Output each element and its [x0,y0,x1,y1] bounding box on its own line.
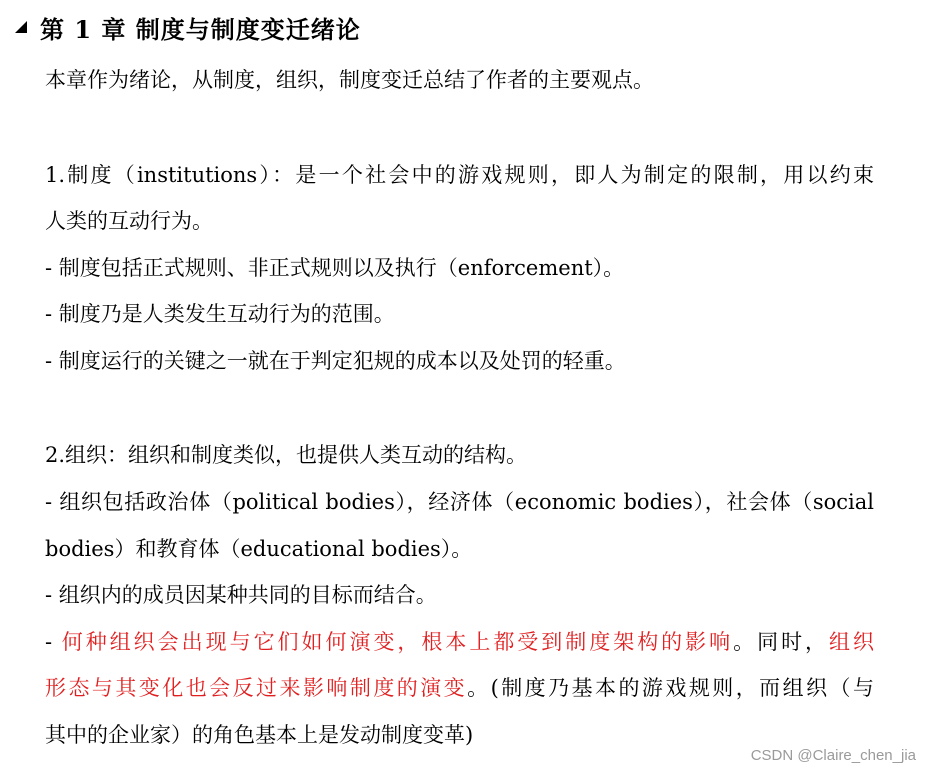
section-2-line-1: 2.组织：组织和制度类似，也提供人类互动的结构。 [45,443,528,467]
section-1-bullet-2: - 制度乃是人类发生互动行为的范围。 [45,302,395,326]
section-1-bullet-1: - 制度包括正式规则、非正式规则以及执行（enforcement）。 [45,256,625,280]
section-2-bullet-1-line-2: bodies）和教育体（educational bodies）。 [45,537,473,561]
emphasis-text: 组织 [829,630,875,654]
plain-text: 。(制度乃基本的游戏规则，而组织（与 [467,676,874,700]
section-1-line-1: 1.制度（institutions）：是一个社会中的游戏规则，即人为制定的限制，用以约束 [45,163,874,187]
collapse-triangle-icon[interactable] [14,20,28,34]
section-2-bullet-3-line-3: 其中的企业家）的角色基本上是发动制度变革) [45,723,474,747]
section-1-line-2: 人类的互动行为。 [45,209,213,233]
emphasis-text: 形态与其变化也会反过来影响制度的演变 [45,676,468,700]
plain-text: 。同时， [733,630,830,654]
chapter-title: 第 1 章 制度与制度变迁绪论 [40,14,361,44]
intro-paragraph: 本章作为绪论，从制度，组织，制度变迁总结了作者的主要观点。 [45,68,654,92]
section-2-bullet-3-line-2 [45,673,874,703]
section-2-bullet-3-line-1 [45,627,874,657]
bullet-dash: - [45,630,62,654]
chapter-heading [14,10,361,44]
section-2-bullet-2: - 组织内的成员因某种共同的目标而结合。 [45,583,437,607]
section-2-bullet-1-line-1: - 组织包括政治体（political bodies），经济体（economic bodies），社会体（social [45,490,874,514]
csdn-watermark: CSDN @Claire_chen_jia [750,747,916,764]
emphasis-text: 何种组织会出现与它们如何演变，根本上都受到制度架构的影响 [61,630,734,654]
section-1-bullet-3: - 制度运行的关键之一就在于判定犯规的成本以及处罚的轻重。 [45,349,626,373]
